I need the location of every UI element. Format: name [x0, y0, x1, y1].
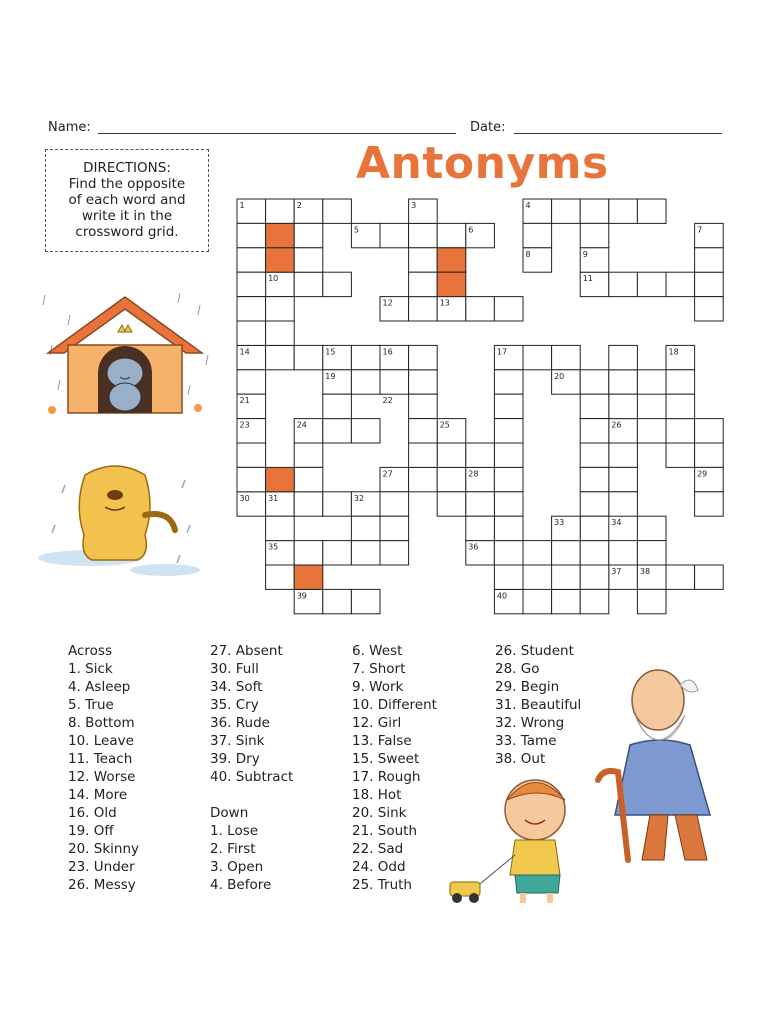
- wet-dog-illustration: [35, 455, 210, 580]
- clue-number: 3: [411, 201, 417, 210]
- clue: 6. West: [352, 643, 403, 659]
- clue-number: 29: [697, 469, 708, 479]
- clue: 5. True: [68, 697, 114, 713]
- clue-number: 7: [697, 225, 703, 235]
- grid-cell[interactable]: [494, 370, 523, 394]
- clue-number: 18: [668, 347, 679, 357]
- clue-number: 11: [582, 274, 593, 284]
- grid-cell[interactable]: [494, 419, 523, 443]
- grid-cell[interactable]: [552, 541, 581, 565]
- clues-column-1: [68, 642, 139, 894]
- grid-cell[interactable]: [237, 443, 266, 467]
- grid-cell[interactable]: [351, 345, 380, 369]
- grid-cell[interactable]: [409, 272, 438, 296]
- grid-cell[interactable]: [380, 516, 409, 540]
- name-label: Name:: [48, 120, 91, 135]
- clue-number: 35: [268, 542, 279, 552]
- grid-cell[interactable]: [695, 272, 724, 296]
- clue-number: 23: [239, 420, 250, 430]
- grid-cell[interactable]: [466, 297, 495, 321]
- clue: 33. Tame: [495, 733, 557, 749]
- clue-spacer: [210, 786, 293, 804]
- grid-cell[interactable]: [666, 443, 695, 467]
- clue: 11. Teach: [68, 751, 133, 767]
- clue-number: 36: [468, 542, 479, 552]
- clue-number: 8: [525, 249, 531, 259]
- grid-cell[interactable]: [609, 541, 638, 565]
- clues-heading-across: Across: [68, 643, 113, 659]
- clue: 13. False: [352, 733, 412, 749]
- clue-number: 30: [239, 493, 250, 503]
- grid-cell[interactable]: [637, 370, 666, 394]
- clue-number: 22: [382, 396, 393, 406]
- clue-number: 13: [439, 298, 450, 308]
- grid-cell[interactable]: [637, 419, 666, 443]
- grid-cell[interactable]: [695, 492, 724, 516]
- grid-cell[interactable]: [323, 492, 352, 516]
- clue: 14. More: [68, 787, 128, 803]
- grid-cell[interactable]: [580, 516, 609, 540]
- grid-cell[interactable]: [437, 492, 466, 516]
- grid-cell[interactable]: [695, 565, 724, 589]
- directions-line: crossword grid.: [75, 224, 179, 240]
- clues-column-2: [210, 642, 293, 894]
- boy-illustration: [445, 770, 585, 910]
- grid-cell[interactable]: [409, 223, 438, 247]
- grid-cell[interactable]: [580, 589, 609, 613]
- grid-cell[interactable]: [409, 394, 438, 418]
- grid-cell[interactable]: [294, 272, 323, 296]
- grid-cell[interactable]: [266, 345, 295, 369]
- clue-number: 5: [353, 225, 359, 235]
- grid-cell[interactable]: [494, 443, 523, 467]
- shaded-cell: [266, 467, 295, 491]
- grid-cell[interactable]: [437, 443, 466, 467]
- grid-cell[interactable]: [580, 467, 609, 491]
- grid-cell[interactable]: [237, 272, 266, 296]
- grid-cell[interactable]: [523, 345, 552, 369]
- clue: 36. Rude: [210, 715, 270, 731]
- grid-cell[interactable]: [637, 516, 666, 540]
- grid-cell[interactable]: [237, 223, 266, 247]
- clue-number: 37: [611, 567, 622, 576]
- clue: 39. Dry: [210, 751, 260, 767]
- grid-cell[interactable]: [494, 467, 523, 491]
- clue: 1. Sick: [68, 661, 113, 677]
- grid-cell[interactable]: [494, 516, 523, 540]
- clue-number: 21: [239, 396, 250, 406]
- clue: 40. Subtract: [210, 769, 294, 785]
- grid-cell[interactable]: [380, 223, 409, 247]
- clue: 25. Truth: [352, 877, 412, 893]
- grid-cell[interactable]: [637, 272, 666, 296]
- grid-cell[interactable]: [266, 565, 295, 589]
- clue: 32. Wrong: [495, 715, 565, 731]
- grid-cell[interactable]: [266, 321, 295, 345]
- grid-cell[interactable]: [409, 248, 438, 272]
- grid-cell[interactable]: [409, 297, 438, 321]
- grid-cell[interactable]: [409, 443, 438, 467]
- clue-number: 4: [525, 201, 531, 210]
- clue: 27. Absent: [210, 643, 283, 659]
- grid-cell[interactable]: [266, 516, 295, 540]
- grid-cell[interactable]: [552, 199, 581, 223]
- clue: 16. Old: [68, 805, 117, 821]
- grid-cell[interactable]: [437, 467, 466, 491]
- grid-cell[interactable]: [237, 467, 266, 491]
- grid-cell[interactable]: [523, 223, 552, 247]
- grid-cell[interactable]: [494, 492, 523, 516]
- clue-number: 2: [296, 201, 302, 210]
- directions-line: Find the opposite: [68, 176, 186, 192]
- clue: 37. Sink: [210, 733, 265, 749]
- clue: 8. Bottom: [68, 715, 135, 731]
- clue-number: 32: [353, 493, 365, 503]
- grid-cell[interactable]: [552, 565, 581, 589]
- clue: 3. Open: [210, 859, 264, 875]
- grid-cell[interactable]: [695, 419, 724, 443]
- shaded-cell: [266, 248, 295, 272]
- clue-number: 26: [611, 420, 622, 430]
- clue-number: 6: [468, 225, 474, 235]
- grid-cell[interactable]: [294, 223, 323, 247]
- grid-cell[interactable]: [437, 223, 466, 247]
- clue: 31. Beautiful: [495, 697, 582, 713]
- page-title: Antonyms: [356, 138, 609, 189]
- clue: 28. Go: [495, 661, 540, 677]
- grid-cell[interactable]: [323, 541, 352, 565]
- clue: 1. Lose: [210, 823, 259, 839]
- shaded-cell: [294, 565, 323, 589]
- grid-cell[interactable]: [637, 199, 666, 223]
- clue-number: 12: [382, 298, 393, 308]
- clue: 38. Out: [495, 751, 546, 767]
- grid-cell[interactable]: [351, 589, 380, 613]
- grid-cell[interactable]: [494, 565, 523, 589]
- grid-cell[interactable]: [580, 565, 609, 589]
- grid-cell[interactable]: [351, 516, 380, 540]
- grid-cell[interactable]: [409, 370, 438, 394]
- grid-cell[interactable]: [609, 492, 638, 516]
- clue: 4. Asleep: [68, 679, 131, 695]
- grid-cell[interactable]: [580, 370, 609, 394]
- clue: 20. Skinny: [68, 841, 140, 857]
- clue: 24. Odd: [352, 859, 406, 875]
- grid-cell[interactable]: [580, 541, 609, 565]
- clue-number: 17: [496, 347, 508, 357]
- grid-cell[interactable]: [380, 492, 409, 516]
- grid-cell[interactable]: [323, 589, 352, 613]
- clue: 10. Leave: [68, 733, 134, 749]
- grid-cell[interactable]: [323, 272, 352, 296]
- grid-cell[interactable]: [294, 492, 323, 516]
- shaded-cell: [437, 272, 466, 296]
- clue-number: 40: [496, 591, 508, 601]
- grid-cell[interactable]: [237, 370, 266, 394]
- grid-cell[interactable]: [580, 419, 609, 443]
- grid-cell[interactable]: [351, 541, 380, 565]
- grid-cell[interactable]: [294, 541, 323, 565]
- directions-line: of each word and: [68, 192, 186, 208]
- clue: 19. Off: [68, 823, 114, 839]
- clue-number: 10: [268, 274, 279, 284]
- clue-number: 20: [554, 371, 565, 381]
- grid-cell[interactable]: [466, 516, 495, 540]
- clue: 35. Cry: [210, 697, 259, 713]
- clue: 34. Soft: [210, 679, 263, 695]
- grid-cell[interactable]: [523, 541, 552, 565]
- grid-cell[interactable]: [666, 419, 695, 443]
- grid-cell[interactable]: [580, 443, 609, 467]
- grid-cell[interactable]: [552, 345, 581, 369]
- grid-cell[interactable]: [323, 394, 352, 418]
- old-man-illustration: [590, 660, 730, 870]
- grid-cell[interactable]: [409, 345, 438, 369]
- grid-cell[interactable]: [494, 394, 523, 418]
- clue: 22. Sad: [352, 841, 404, 857]
- grid-cell[interactable]: [266, 199, 295, 223]
- grid-cell[interactable]: [695, 248, 724, 272]
- clue: 17. Rough: [352, 769, 421, 785]
- grid-cell[interactable]: [580, 199, 609, 223]
- clue-number: 34: [611, 518, 622, 528]
- clue-number: 25: [439, 420, 450, 430]
- grid-cell[interactable]: [323, 199, 352, 223]
- clue-number: 9: [582, 249, 588, 259]
- grid-cell[interactable]: [294, 248, 323, 272]
- grid-cell[interactable]: [523, 589, 552, 613]
- doghouse-illustration: [40, 285, 215, 420]
- grid-cell[interactable]: [580, 223, 609, 247]
- clue-number: 38: [639, 567, 651, 576]
- clue-number: 27: [382, 469, 393, 479]
- grid-cell[interactable]: [294, 345, 323, 369]
- clue-number: 31: [268, 493, 279, 503]
- grid-cell[interactable]: [666, 370, 695, 394]
- grid-cell[interactable]: [695, 297, 724, 321]
- clue: 2. First: [210, 841, 256, 857]
- directions-line: write it in the: [81, 208, 173, 224]
- grid-cell[interactable]: [494, 541, 523, 565]
- grid-cell[interactable]: [409, 419, 438, 443]
- clue: 12. Worse: [68, 769, 136, 785]
- grid-cell[interactable]: [237, 248, 266, 272]
- shaded-cell: [266, 223, 295, 247]
- grid-cell[interactable]: [380, 370, 409, 394]
- date-label: Date:: [470, 120, 506, 135]
- grid-cell[interactable]: [266, 297, 295, 321]
- grid-cell[interactable]: [666, 565, 695, 589]
- grid-cell[interactable]: [609, 199, 638, 223]
- grid-cell[interactable]: [466, 492, 495, 516]
- grid-cell[interactable]: [237, 321, 266, 345]
- clue: 9. Work: [352, 679, 404, 695]
- clue: 10. Different: [352, 697, 437, 713]
- grid-cell[interactable]: [666, 394, 695, 418]
- clues-column-4: [495, 642, 581, 768]
- clue-number: 14: [239, 347, 250, 357]
- clue: 26. Student: [495, 643, 574, 659]
- grid-cell[interactable]: [580, 394, 609, 418]
- grid-cell[interactable]: [580, 492, 609, 516]
- grid-cell[interactable]: [380, 541, 409, 565]
- shaded-cell: [437, 248, 466, 272]
- grid-cell[interactable]: [294, 443, 323, 467]
- grid-cell[interactable]: [695, 443, 724, 467]
- clue: 20. Sink: [352, 805, 407, 821]
- clue-number: 1: [239, 201, 245, 210]
- clue-number: 28: [468, 469, 479, 479]
- grid-cell[interactable]: [552, 589, 581, 613]
- clue: 23. Under: [68, 859, 135, 875]
- clue-number: 24: [296, 420, 307, 430]
- clue: 26. Messy: [68, 877, 136, 893]
- grid-cell[interactable]: [466, 443, 495, 467]
- clues-heading-down: Down: [210, 805, 249, 821]
- clues-column-3: [352, 642, 437, 894]
- clue: 4. Before: [210, 877, 272, 893]
- clue: 21. South: [352, 823, 417, 839]
- grid-cell[interactable]: [637, 541, 666, 565]
- grid-cell[interactable]: [237, 297, 266, 321]
- clue: 12. Girl: [352, 715, 402, 731]
- grid-cell[interactable]: [609, 394, 638, 418]
- grid-cell[interactable]: [294, 467, 323, 491]
- grid-cell[interactable]: [323, 419, 352, 443]
- grid-cell[interactable]: [409, 467, 438, 491]
- clue-number: 19: [325, 371, 336, 381]
- grid-cell[interactable]: [609, 370, 638, 394]
- clue: 7. Short: [352, 661, 406, 677]
- clue: 18. Hot: [352, 787, 402, 803]
- clue-number: 16: [382, 347, 393, 357]
- clue: 29. Begin: [495, 679, 560, 695]
- grid-cell[interactable]: [609, 272, 638, 296]
- grid-cell[interactable]: [351, 370, 380, 394]
- clue-number: 33: [554, 518, 565, 528]
- grid-cell[interactable]: [666, 272, 695, 296]
- grid-cell[interactable]: [609, 345, 638, 369]
- directions-heading: DIRECTIONS:: [83, 160, 171, 176]
- grid-cell[interactable]: [637, 589, 666, 613]
- grid-cell[interactable]: [494, 297, 523, 321]
- clue: 15. Sweet: [352, 751, 420, 767]
- clue-number: 39: [296, 591, 307, 601]
- grid-cell[interactable]: [609, 467, 638, 491]
- grid-cell[interactable]: [351, 419, 380, 443]
- clue-number: 15: [325, 347, 336, 357]
- clue: 30. Full: [210, 661, 259, 677]
- grid-cell[interactable]: [609, 443, 638, 467]
